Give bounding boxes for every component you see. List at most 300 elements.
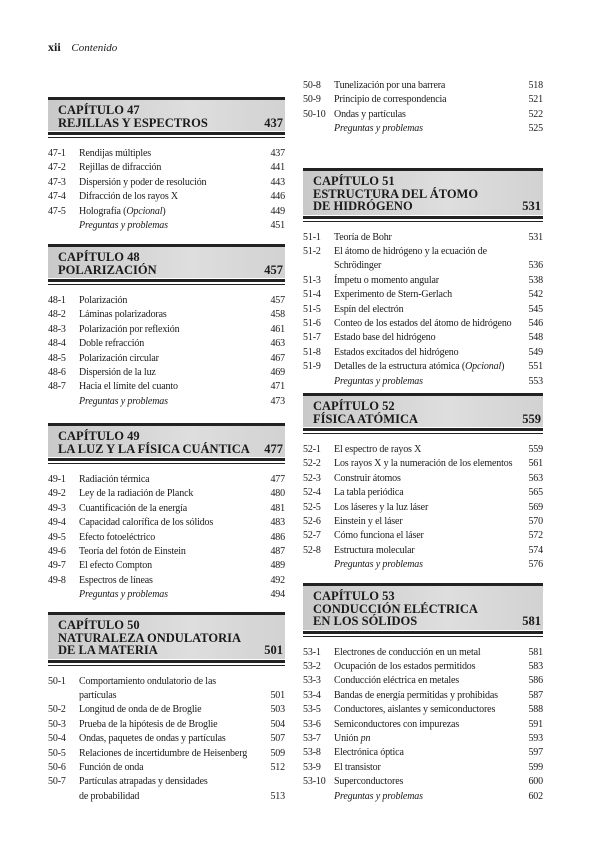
- toc-entry[interactable]: [303, 775, 543, 789]
- toc-entry[interactable]: [48, 308, 285, 322]
- section-page: 576: [528, 559, 543, 571]
- chapter-number: CAPÍTULO 49: [58, 429, 140, 443]
- chapter-page: 437: [264, 115, 283, 130]
- chapter-section: [48, 612, 285, 804]
- section-page: 451: [270, 220, 285, 232]
- section-title: Doble refracción: [79, 338, 145, 350]
- toc-entry[interactable]: [48, 790, 285, 804]
- toc-entry[interactable]: [48, 352, 285, 366]
- section-page: 463: [270, 338, 285, 350]
- section-page: 489: [270, 560, 285, 572]
- section-number: 48-1: [48, 295, 66, 306]
- section-number: 48-7: [48, 381, 66, 393]
- section-page: 518: [528, 80, 543, 91]
- section-number: 49-8: [48, 574, 66, 586]
- section-page: 600: [528, 776, 543, 788]
- chapter-number: CAPÍTULO 51: [313, 174, 395, 188]
- section-number: [303, 558, 334, 572]
- section-number: 50-10: [303, 108, 326, 120]
- section-number: 53-2: [303, 660, 321, 672]
- toc-entry[interactable]: [48, 516, 285, 530]
- section-page: 536: [528, 260, 543, 272]
- section-page: 513: [270, 790, 285, 802]
- section-number: 50-1: [48, 675, 66, 687]
- toc-entry[interactable]: [303, 515, 543, 529]
- toc-entry[interactable]: [303, 732, 543, 746]
- section-number: 51-9: [303, 361, 321, 373]
- section-number: 47-4: [48, 191, 66, 203]
- chapter-title: REJILLAS Y ESPECTROS: [58, 115, 208, 130]
- section-title: Preguntas y problemas: [79, 589, 168, 601]
- toc-entry[interactable]: [48, 559, 285, 573]
- chapter-number: CAPÍTULO 52: [313, 399, 395, 413]
- section-title: Estados excitados del hidrógeno: [334, 346, 459, 358]
- toc-entry[interactable]: [303, 231, 543, 245]
- toc-entry[interactable]: [303, 303, 543, 317]
- section-page: 570: [528, 516, 543, 528]
- section-number: 53-9: [303, 761, 321, 773]
- section-page: 574: [528, 544, 543, 556]
- section-title: Principio de correspondencia: [334, 94, 447, 106]
- section-title: Detalles de la estructura atómica (Opcional): [334, 361, 505, 373]
- section-title: Estado base del hidrógeno: [334, 332, 436, 344]
- section-number: 49-7: [48, 560, 66, 572]
- section-title: Radiación térmica: [79, 474, 150, 485]
- section-title: Estructura molecular: [334, 544, 415, 556]
- section-page: 458: [270, 309, 285, 321]
- toc-entry[interactable]: [48, 205, 285, 219]
- section-number: 50-4: [48, 733, 66, 745]
- section-title: Electrones de conducción en un metal: [334, 646, 481, 658]
- section-page: 509: [270, 747, 285, 759]
- section-page: 461: [270, 323, 285, 335]
- section-page: 553: [528, 375, 543, 387]
- chapter-number: CAPÍTULO 47: [58, 103, 140, 117]
- section-number: 49-4: [48, 517, 66, 529]
- section-page: 563: [528, 472, 543, 484]
- section-page: 599: [528, 761, 543, 773]
- chapter-header: [48, 612, 285, 659]
- toc-entry[interactable]: [48, 366, 285, 380]
- section-page: 469: [270, 367, 285, 379]
- chapter-section: [303, 79, 543, 137]
- toc-entry[interactable]: [48, 161, 285, 175]
- section-number: 51-7: [303, 332, 321, 344]
- section-page: 593: [528, 732, 543, 744]
- section-number: 49-3: [48, 502, 66, 514]
- chapter-page: 559: [522, 411, 541, 426]
- toc-entry[interactable]: [303, 558, 543, 572]
- toc-entry[interactable]: [48, 190, 285, 204]
- section-title: Conducción eléctrica en metales: [334, 675, 460, 687]
- section-title: El espectro de rayos X: [334, 444, 422, 455]
- chapter-number: CAPÍTULO 48: [58, 250, 140, 264]
- toc-entry[interactable]: [303, 746, 543, 760]
- section-number: [48, 219, 79, 233]
- section-page: [522, 245, 543, 259]
- section-title: Los láseres y la luz láser: [334, 501, 429, 513]
- toc-entry[interactable]: [303, 360, 543, 374]
- toc-entry[interactable]: [303, 346, 543, 360]
- chapter-section: [48, 244, 285, 409]
- section-number: [303, 122, 334, 136]
- section-page: 546: [528, 317, 543, 329]
- toc-entry[interactable]: [48, 176, 285, 190]
- section-page: 486: [270, 531, 285, 543]
- section-number: 48-5: [48, 352, 66, 364]
- toc-entry[interactable]: [303, 79, 543, 93]
- toc-entry[interactable]: [303, 501, 543, 515]
- toc-entry[interactable]: [303, 472, 543, 486]
- section-title: Unión pn: [334, 732, 371, 744]
- section-page: 483: [270, 517, 285, 529]
- chapter-header: [48, 97, 285, 131]
- chapter-page: 477: [264, 441, 283, 456]
- section-title: Ondas y partículas: [334, 108, 406, 120]
- toc-entry[interactable]: [48, 703, 285, 717]
- section-page: 583: [528, 660, 543, 672]
- chapter-title: LA LUZ Y LA FÍSICA CUÁNTICA: [58, 441, 250, 456]
- section-title: Los rayos X y la numeración de los elementos: [334, 458, 513, 470]
- section-page: 443: [270, 176, 285, 188]
- section-page: [264, 675, 285, 689]
- section-list: [48, 473, 285, 603]
- section-page: 512: [270, 761, 285, 773]
- toc-entry[interactable]: [303, 122, 543, 136]
- section-title: Holografía (Opcional): [79, 205, 166, 217]
- section-page: 494: [270, 589, 285, 601]
- section-number: 52-8: [303, 544, 321, 556]
- toc-entry[interactable]: [48, 502, 285, 516]
- section-title: Cuantificación de la energía: [79, 502, 188, 514]
- section-number: 52-1: [303, 444, 321, 455]
- section-title: Ímpetu o momento angular: [334, 274, 439, 286]
- section-page: 504: [270, 718, 285, 730]
- section-page: 467: [270, 352, 285, 364]
- toc-entry[interactable]: [48, 219, 285, 233]
- section-title: Dispersión de la luz: [79, 367, 156, 379]
- toc-entry[interactable]: [48, 761, 285, 775]
- toc-entry[interactable]: [48, 775, 285, 789]
- section-title: Preguntas y problemas: [334, 559, 423, 571]
- section-number: 48-3: [48, 323, 66, 335]
- chapter-header: [303, 393, 543, 427]
- section-number: 50-9: [303, 94, 321, 106]
- section-page: 602: [528, 790, 543, 802]
- section-page: 542: [528, 289, 543, 301]
- section-page: 559: [528, 444, 543, 455]
- section-number: [48, 588, 79, 602]
- section-page: 449: [270, 205, 285, 217]
- section-title: de probabilidad: [79, 790, 140, 802]
- section-title: Superconductores: [334, 776, 404, 788]
- section-page: 591: [528, 718, 543, 730]
- section-page: 572: [528, 530, 543, 542]
- toc-entry[interactable]: [303, 317, 543, 331]
- section-title: partículas: [79, 689, 117, 701]
- chapter-page: 531: [522, 199, 541, 213]
- toc-entry[interactable]: [303, 443, 543, 457]
- chapter-section: [303, 393, 543, 573]
- section-page: 561: [528, 458, 543, 470]
- section-page: 446: [270, 191, 285, 203]
- section-page: 487: [270, 546, 285, 558]
- section-number: 49-1: [48, 474, 66, 485]
- toc-entry[interactable]: [303, 259, 543, 273]
- section-page: 501: [270, 689, 285, 701]
- running-head: [48, 40, 117, 55]
- section-number: 52-2: [303, 458, 321, 470]
- section-page: 588: [528, 704, 543, 716]
- section-title: Preguntas y problemas: [334, 790, 423, 802]
- section-title: Preguntas y problemas: [334, 375, 423, 387]
- section-page: 492: [270, 574, 285, 586]
- toc-entry[interactable]: [303, 761, 543, 775]
- toc-entry[interactable]: [303, 375, 543, 389]
- toc-entry[interactable]: [48, 337, 285, 351]
- toc-entry[interactable]: [303, 718, 543, 732]
- section-number: 51-5: [303, 303, 321, 315]
- section-title: Ley de la radiación de Planck: [79, 488, 194, 500]
- chapter-number: CAPÍTULO 53: [313, 589, 395, 603]
- toc-entry[interactable]: [303, 457, 543, 471]
- toc-entry[interactable]: [48, 323, 285, 337]
- section-page: 481: [270, 502, 285, 514]
- section-title: Polarización circular: [79, 352, 159, 364]
- section-number: 51-3: [303, 274, 321, 286]
- section-title: Polarización: [79, 295, 128, 306]
- section-title: El transistor: [334, 761, 381, 773]
- section-number: [48, 395, 79, 409]
- section-title: Teoría del fotón de Einstein: [79, 546, 186, 558]
- section-number: 49-5: [48, 531, 66, 543]
- toc-entry[interactable]: [303, 660, 543, 674]
- section-title: Ondas, paquetes de ondas y partículas: [79, 733, 226, 745]
- toc-entry[interactable]: [303, 674, 543, 688]
- running-title: Contenido: [71, 42, 118, 54]
- section-page: 437: [270, 148, 285, 159]
- section-number: 47-2: [48, 162, 66, 174]
- section-title: Hacia el límite del cuanto: [79, 381, 178, 393]
- section-number: 52-6: [303, 516, 321, 528]
- toc-entry[interactable]: [303, 108, 543, 122]
- toc-entry[interactable]: [303, 93, 543, 107]
- toc-entry[interactable]: [48, 718, 285, 732]
- section-title: Efecto fotoeléctrico: [79, 531, 156, 543]
- section-title: Láminas polarizadoras: [79, 309, 167, 321]
- toc-entry[interactable]: [48, 545, 285, 559]
- section-number: 51-8: [303, 346, 321, 358]
- toc-entry[interactable]: [303, 689, 543, 703]
- section-number: [48, 689, 79, 703]
- section-title: Preguntas y problemas: [79, 395, 168, 407]
- section-page: 507: [270, 733, 285, 745]
- section-title: Cómo funciona el láser: [334, 530, 424, 542]
- section-page: 477: [270, 474, 285, 485]
- section-title: Rendijas múltiples: [79, 148, 152, 159]
- section-number: 47-5: [48, 205, 66, 217]
- chapter-page: 501: [264, 643, 283, 657]
- section-number: 53-4: [303, 689, 321, 701]
- section-title: Semiconductores con impurezas: [334, 718, 460, 730]
- chapter-header: [303, 583, 543, 630]
- section-title: Función de onda: [79, 761, 144, 773]
- section-title: Espectros de líneas: [79, 574, 153, 586]
- chapter-title: EN LOS SÓLIDOS: [313, 614, 418, 628]
- chapter-section: [303, 168, 543, 389]
- section-page: 522: [528, 108, 543, 120]
- section-page: 521: [528, 94, 543, 106]
- section-number: 52-3: [303, 472, 321, 484]
- chapter-title: NATURALEZA ONDULATORIA: [58, 630, 242, 645]
- section-title: Construir átomos: [334, 472, 401, 484]
- toc-entry[interactable]: [48, 487, 285, 501]
- section-title: Tunelización por una barrera: [334, 80, 446, 91]
- section-list: [48, 675, 285, 805]
- chapter-title: FÍSICA ATÓMICA: [313, 411, 418, 426]
- section-title: La tabla periódica: [334, 487, 404, 499]
- section-number: [303, 259, 334, 273]
- toc-entry[interactable]: [303, 544, 543, 558]
- section-list: [303, 646, 543, 804]
- chapter-page: 581: [522, 614, 541, 628]
- section-number: 52-5: [303, 501, 321, 513]
- section-number: 49-6: [48, 546, 66, 558]
- section-page: 565: [528, 487, 543, 499]
- section-number: 52-4: [303, 487, 321, 499]
- section-page: 597: [528, 747, 543, 759]
- section-page: 473: [270, 395, 285, 407]
- chapter-section: [48, 423, 285, 603]
- section-page: 548: [528, 332, 543, 344]
- toc-entry[interactable]: [48, 675, 285, 689]
- toc-entry[interactable]: [303, 529, 543, 543]
- chapter-title: ESTRUCTURA DEL ÁTOMO: [313, 186, 479, 201]
- chapter-section: [48, 97, 285, 233]
- toc-entry[interactable]: [48, 531, 285, 545]
- section-title: Partículas atrapadas y densidades: [79, 776, 208, 788]
- section-page: 549: [528, 346, 543, 358]
- section-number: 50-8: [303, 80, 321, 91]
- chapter-title: DE HIDRÓGENO: [313, 199, 413, 213]
- section-title: Dispersión y poder de resolución: [79, 176, 207, 188]
- section-page: [264, 775, 285, 789]
- section-title: El efecto Compton: [79, 560, 152, 572]
- section-title: Electrónica óptica: [334, 747, 404, 759]
- section-page: 569: [528, 501, 543, 513]
- toc-entry[interactable]: [48, 473, 285, 487]
- section-title: Prueba de la hipótesis de de Broglie: [79, 718, 218, 730]
- section-page: 457: [270, 295, 285, 306]
- section-number: 51-1: [303, 231, 321, 243]
- section-number: 53-1: [303, 646, 321, 658]
- section-title: Rejillas de difracción: [79, 162, 162, 174]
- toc-entry[interactable]: [303, 331, 543, 345]
- section-number: 51-2: [303, 245, 321, 257]
- chapter-section: [303, 583, 543, 804]
- chapter-header: [48, 423, 285, 457]
- section-number: 53-5: [303, 704, 321, 716]
- toc-entry[interactable]: [303, 245, 543, 259]
- section-title: Ocupación de los estados permitidos: [334, 660, 476, 672]
- section-number: 50-2: [48, 704, 66, 716]
- section-number: 51-6: [303, 317, 321, 329]
- toc-entry[interactable]: [48, 588, 285, 602]
- section-title: Conteo de los estados del átomo de hidrógeno: [334, 317, 512, 329]
- toc-entry[interactable]: [48, 574, 285, 588]
- section-number: 48-2: [48, 309, 66, 321]
- section-page: 586: [528, 675, 543, 687]
- section-page: 587: [528, 689, 543, 701]
- toc-entry[interactable]: [48, 380, 285, 394]
- section-list: [48, 147, 285, 233]
- section-number: 53-8: [303, 747, 321, 759]
- section-title: Longitud de onda de de Broglie: [79, 704, 202, 716]
- toc-entry[interactable]: [303, 646, 543, 660]
- section-number: 51-4: [303, 289, 321, 301]
- section-number: 47-3: [48, 176, 66, 188]
- chapter-number: CAPÍTULO 50: [58, 618, 140, 632]
- toc-entry[interactable]: [48, 747, 285, 761]
- section-number: 47-1: [48, 148, 66, 159]
- section-title: Experimento de Stern-Gerlach: [334, 289, 452, 301]
- section-number: 50-5: [48, 747, 66, 759]
- section-title: Teoría de Bohr: [334, 231, 392, 243]
- section-page: 538: [528, 274, 543, 286]
- toc-entry[interactable]: [48, 294, 285, 308]
- toc-entry[interactable]: [303, 486, 543, 500]
- toc-entry[interactable]: [303, 703, 543, 717]
- toc-entry[interactable]: [303, 274, 543, 288]
- section-number: [48, 790, 79, 804]
- section-number: 53-3: [303, 675, 321, 687]
- toc-entry[interactable]: [48, 395, 285, 409]
- section-page: 480: [270, 488, 285, 500]
- section-page: 441: [270, 162, 285, 174]
- section-title: Schrödinger: [334, 260, 382, 272]
- section-number: [303, 790, 334, 804]
- section-title: Preguntas y problemas: [334, 123, 423, 135]
- section-number: 53-7: [303, 732, 321, 744]
- section-page: 471: [270, 381, 285, 393]
- section-page: 525: [528, 123, 543, 135]
- section-number: 50-3: [48, 718, 66, 730]
- chapter-page: 457: [264, 262, 283, 277]
- toc-entry[interactable]: [48, 689, 285, 703]
- toc-entry[interactable]: [303, 288, 543, 302]
- section-title: Capacidad calorífica de los sólidos: [79, 517, 214, 529]
- section-list: [48, 294, 285, 409]
- section-title: Polarización por reflexión: [79, 323, 180, 335]
- toc-entry[interactable]: [48, 147, 285, 161]
- section-title: Comportamiento ondulatorio de las: [79, 675, 216, 687]
- section-number: 48-6: [48, 367, 66, 379]
- section-number: 53-6: [303, 718, 321, 730]
- chapter-title: DE LA MATERIA: [58, 643, 158, 657]
- section-list: [303, 79, 543, 137]
- section-title: Relaciones de incertidumbre de Heisenberg: [79, 747, 248, 759]
- section-list: [303, 443, 543, 573]
- section-title: Espín del electrón: [334, 303, 404, 315]
- page-number: xii: [48, 40, 61, 54]
- toc-entry[interactable]: [48, 732, 285, 746]
- chapter-header: [303, 168, 543, 215]
- section-number: 48-4: [48, 338, 66, 350]
- section-page: 581: [528, 646, 543, 658]
- section-number: 53-10: [303, 776, 326, 788]
- section-number: 50-7: [48, 776, 66, 788]
- toc-entry[interactable]: [303, 790, 543, 804]
